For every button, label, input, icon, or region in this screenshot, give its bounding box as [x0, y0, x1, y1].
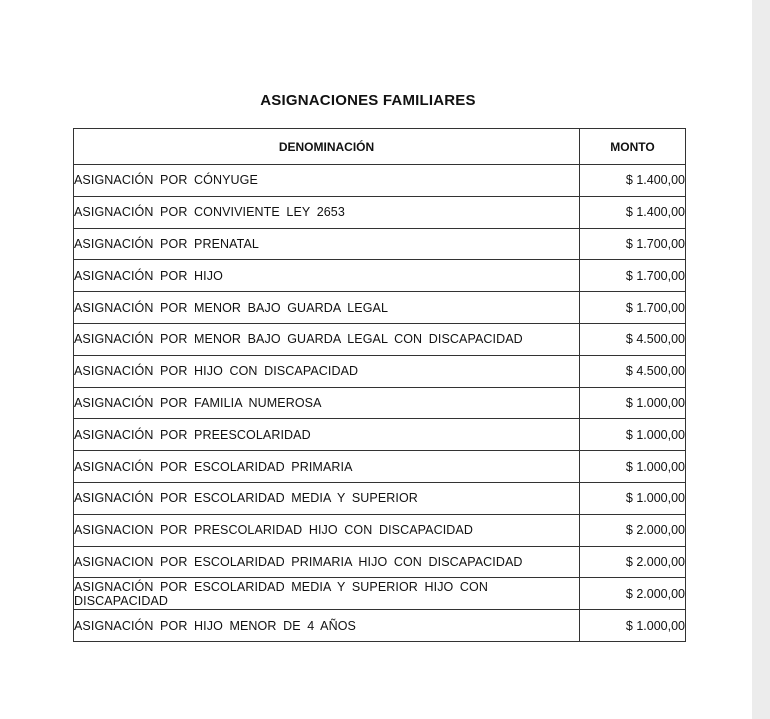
row-monto: $ 1.000,00: [580, 482, 686, 514]
table-row: [74, 419, 686, 451]
column-header-denominacion: DENOMINACIÓN: [74, 129, 580, 165]
table-row: [74, 165, 686, 197]
table-row: [74, 228, 686, 260]
row-monto: $ 2.000,00: [580, 578, 686, 610]
row-denominacion: ASIGNACIÓN POR HIJO MENOR DE 4 AÑOS: [74, 610, 580, 642]
row-monto: $ 1.400,00: [580, 165, 686, 197]
row-denominacion: ASIGNACIÓN POR FAMILIA NUMEROSA: [74, 387, 580, 419]
row-monto: $ 4.500,00: [580, 323, 686, 355]
allowances-table: [73, 128, 686, 642]
table-row: [74, 292, 686, 324]
row-monto: $ 1.700,00: [580, 228, 686, 260]
row-monto: $ 4.500,00: [580, 355, 686, 387]
row-denominacion: ASIGNACION POR ESCOLARIDAD PRIMARIA HIJO CON DISCAPACIDAD: [74, 546, 580, 578]
row-denominacion: ASIGNACIÓN POR PREESCOLARIDAD: [74, 419, 580, 451]
row-denominacion: ASIGNACIÓN POR MENOR BAJO GUARDA LEGAL CON DISCAPACIDAD: [74, 323, 580, 355]
row-monto: $ 2.000,00: [580, 514, 686, 546]
table-row: [74, 260, 686, 292]
row-denominacion: ASIGNACIÓN POR ESCOLARIDAD MEDIA Y SUPERIOR HIJO CON DISCAPACIDAD: [74, 578, 580, 610]
row-monto: $ 1.400,00: [580, 196, 686, 228]
table-row: [74, 323, 686, 355]
row-monto: $ 2.000,00: [580, 546, 686, 578]
row-monto: $ 1.700,00: [580, 260, 686, 292]
table-row: [74, 387, 686, 419]
row-monto: $ 1.700,00: [580, 292, 686, 324]
row-monto: $ 1.000,00: [580, 387, 686, 419]
row-denominacion: ASIGNACIÓN POR ESCOLARIDAD MEDIA Y SUPERIOR: [74, 482, 580, 514]
row-monto: $ 1.000,00: [580, 610, 686, 642]
table-row: [74, 514, 686, 546]
row-denominacion: ASIGNACIÓN POR CÓNYUGE: [74, 165, 580, 197]
row-denominacion: ASIGNACIÓN POR CONVIVIENTE LEY 2653: [74, 196, 580, 228]
row-denominacion: ASIGNACIÓN POR ESCOLARIDAD PRIMARIA: [74, 451, 580, 483]
table-row: [74, 451, 686, 483]
page-title: ASIGNACIONES FAMILIARES: [260, 92, 476, 109]
table-row: [74, 610, 686, 642]
row-monto: $ 1.000,00: [580, 451, 686, 483]
table-row: [74, 355, 686, 387]
row-denominacion: ASIGNACIÓN POR HIJO: [74, 260, 580, 292]
table-row: [74, 546, 686, 578]
row-denominacion: ASIGNACIÓN POR HIJO CON DISCAPACIDAD: [74, 355, 580, 387]
row-monto: $ 1.000,00: [580, 419, 686, 451]
row-denominacion: ASIGNACION POR PRESCOLARIDAD HIJO CON DISCAPACIDAD: [74, 514, 580, 546]
table-row: [74, 578, 686, 610]
table-header-row: [74, 129, 686, 165]
table-row: [74, 482, 686, 514]
column-header-monto: MONTO: [580, 129, 686, 165]
table-body: [74, 165, 686, 642]
table-row: [74, 196, 686, 228]
row-denominacion: ASIGNACIÓN POR MENOR BAJO GUARDA LEGAL: [74, 292, 580, 324]
row-denominacion: ASIGNACIÓN POR PRENATAL: [74, 228, 580, 260]
